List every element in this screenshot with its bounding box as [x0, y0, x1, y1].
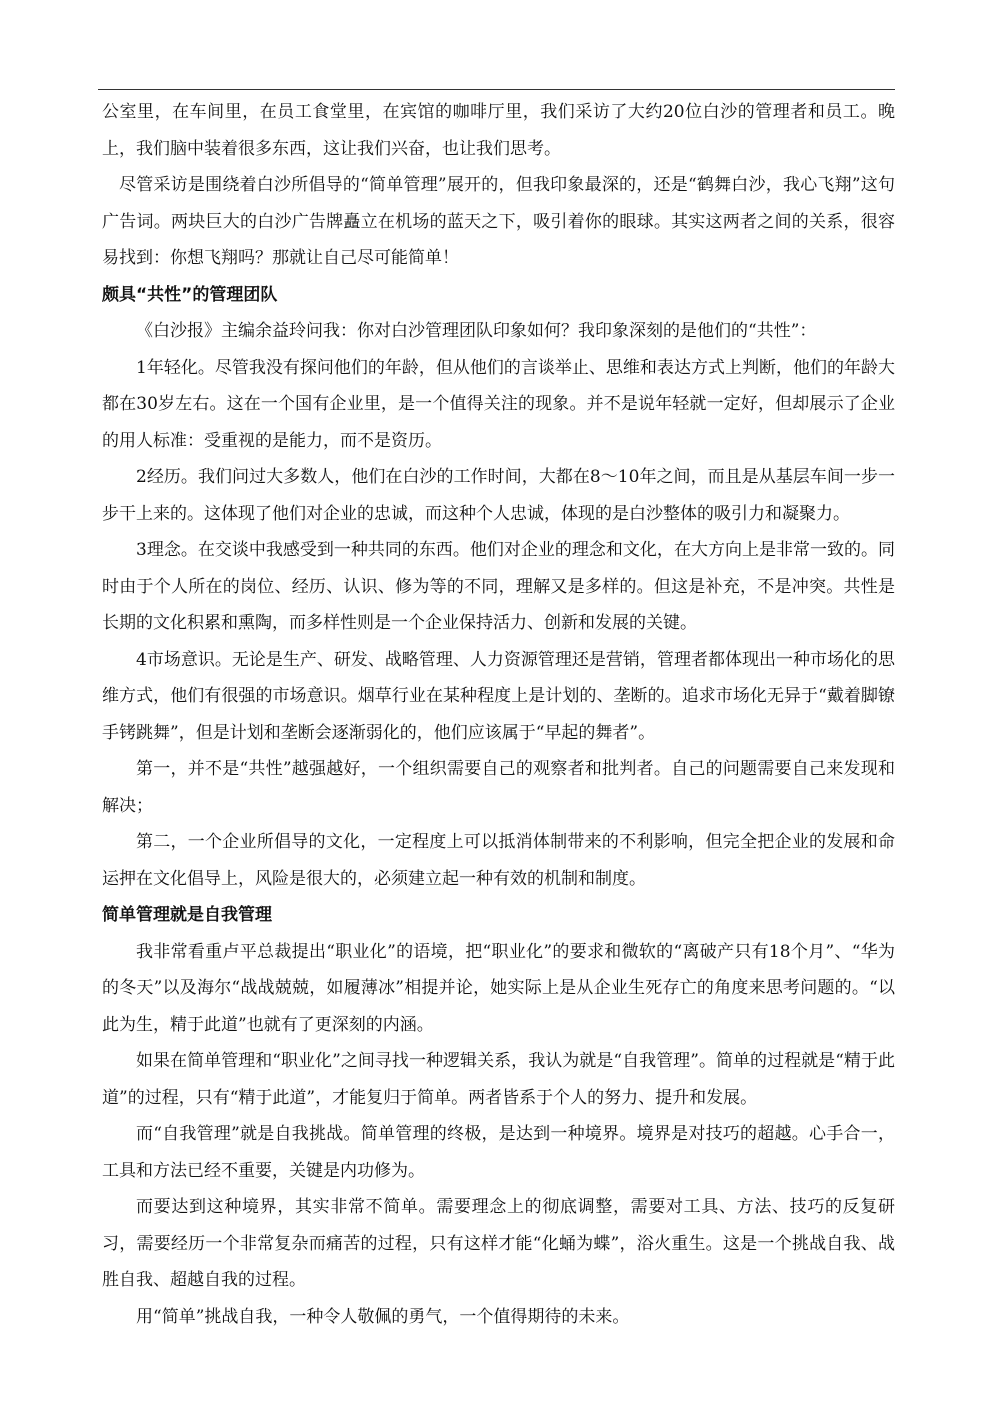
section-heading: 颇具“共性”的管理团队: [102, 284, 278, 305]
paragraph: 如果在简单管理和“职业化”之间寻找一种逻辑关系，我认为就是“自我管理”。简单的过程就是“精于此道”的过程，只有“精于此道”，才能复归于简单。两者皆系于个人的努力、提升和发展。: [102, 1051, 895, 1108]
section-heading: 简单管理就是自我管理: [102, 905, 272, 925]
document-body: [102, 94, 895, 1335]
paragraph: 4市场意识。无论是生产、研发、战略管理、人力资源管理还是营销，管理者都体现出一种市场化的思维方式，他们有很强的市场意识。烟草行业在某种程度上是计划的、垄断的。追求市场化无异于“戴着脚镣手铐跳舞”，但是计划和垄断会逐渐弱化的，他们应该属于“早起的舞者”。: [102, 649, 895, 743]
paragraph: 而“自我管理”就是自我挑战。简单管理的终极，是达到一种境界。境界是对技巧的超越。心手合一，工具和方法已经不重要，关键是内功修为。: [102, 1124, 895, 1181]
paragraph: 第二，一个企业所倡导的文化，一定程度上可以抵消体制带来的不利影响，但完全把企业的发展和命运押在文化倡导上，风险是很大的，必须建立起一种有效的机制和制度。: [102, 832, 895, 889]
paragraph: 《白沙报》主编余益玲问我：你对白沙管理团队印象如何？我印象深刻的是他们的“共性”：: [136, 321, 817, 341]
paragraph: 2经历。我们问过大多数人，他们在白沙的工作时间，大都在8～10年之间，而且是从基层车间一步一步干上来的。这体现了他们对企业的忠诚，而这种个人忠诚，体现的是白沙整体的吸引力和凝聚力。: [102, 467, 895, 524]
paragraph: 3理念。在交谈中我感受到一种共同的东西。他们对企业的理念和文化，在大方向上是非常一致的。同时由于个人所在的岗位、经历、认识、修为等的不同，理解又是多样的。但这是补充，不是冲突。共性是长期的文化积累和熏陶，而多样性则是一个企业保持活力、创新和发展的关键。: [102, 540, 895, 633]
paragraph: 尽管采访是围绕着白沙所倡导的“简单管理”展开的，但我印象最深的，还是“鹤舞白沙，我心飞翔”这句广告词。两块巨大的白沙广告牌矗立在机场的蓝天之下，吸引着你的眼球。其实这两者之间的关系，很容易找到：你想飞翔吗？那就让自己尽可能简单！: [102, 175, 895, 268]
paragraph: 公室里，在车间里，在员工食堂里，在宾馆的咖啡厅里，我们采访了大约20位白沙的管理者和员工。晚上，我们脑中装着很多东西，这让我们兴奋，也让我们思考。: [102, 102, 895, 159]
paragraph: 而要达到这种境界，其实非常不简单。需要理念上的彻底调整，需要对工具、方法、技巧的反复研习，需要经历一个非常复杂而痛苦的过程，只有这样才能“化蛹为蝶”，浴火重生。这是一个挑战自我、战胜自我、超越自我的过程。: [102, 1197, 895, 1290]
paragraph: 用“简单”挑战自我，一种令人敬佩的勇气，一个值得期待的未来。: [136, 1306, 630, 1327]
paragraph: 第一，并不是“共性”越强越好，一个组织需要自己的观察者和批判者。自己的问题需要自己来发现和解决；: [102, 759, 895, 816]
paragraph: 我非常看重卢平总裁提出“职业化”的语境，把“职业化”的要求和微软的“离破产只有18个月”、“华为的冬天”以及海尔“战战兢兢，如履薄冰”相提并论，她实际上是从企业生死存亡的角度来思考问题的。“以此为生，精于此道”也就有了更深刻的内涵。: [102, 941, 895, 1035]
header-rule: [98, 89, 895, 90]
paragraph: 1年轻化。尽管我没有探问他们的年龄，但从他们的言谈举止、思维和表达方式上判断，他们的年龄大都在30岁左右。这在一个国有企业里，是一个值得关注的现象。并不是说年轻就一定好，但却展示了企业的用人标准：受重视的是能力，而不是资历。: [102, 357, 895, 451]
